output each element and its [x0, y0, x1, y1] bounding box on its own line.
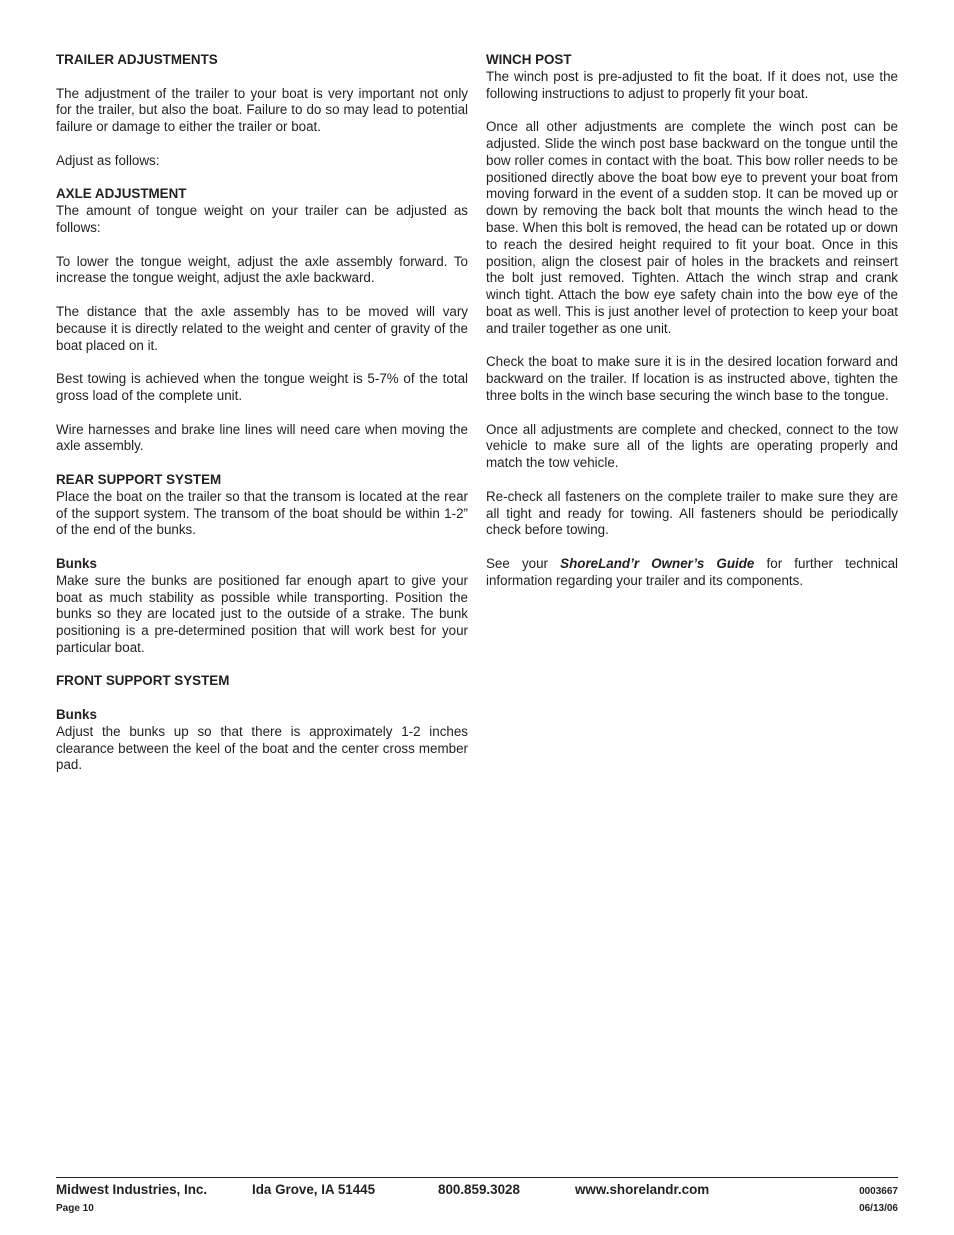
axle-paragraph-5: Wire harnesses and brake line lines will need care when moving the axle assembly. [56, 421, 468, 454]
winch-paragraph-3: Check the boat to make sure it is in the desired location forward and backward on the trailer. If location is as instructed above, tighten the three bolts in the winch base securing the winch base to the tongue. [486, 354, 898, 403]
footer-divider [56, 1177, 898, 1178]
footer-date: 06/13/06 [859, 1203, 898, 1214]
footer-company: Midwest Industries, Inc. [56, 1182, 208, 1197]
owners-guide-paragraph [486, 556, 898, 590]
rear-support-paragraph: Place the boat on the trailer so that the transom is located at the rear of the support system. The transom of the boat should be within 1-2” of the end of the bunks. [56, 488, 468, 538]
left-column [56, 52, 468, 791]
footer-location: Ida Grove, IA 51445 [252, 1182, 376, 1197]
owners-guide-title: ShoreLand’r Owner’s Guide [560, 555, 755, 571]
winch-paragraph-4: Once all adjustments are complete and checked, connect to the tow vehicle to make sure all of the lights are operating properly and match the tow vehicle. [486, 421, 898, 471]
trailer-adjustments-intro: The adjustment of the trailer to your boat is very important not only for the trailer, but also the boat. Failure to do so may lead to potential failure or damage to either the trailer or boat. [56, 85, 468, 135]
front-support-heading: FRONT SUPPORT SYSTEM [56, 673, 230, 689]
axle-adjustment-heading: AXLE ADJUSTMENT [56, 186, 187, 202]
axle-paragraph-1: The amount of tongue weight on your trailer can be adjusted as follows: [56, 203, 468, 235]
guide-post-text: for further technical information regarding your trailer and its components. [486, 555, 898, 588]
front-bunks-paragraph: Adjust the bunks up so that there is approximately 1-2 inches clearance between the keel of the boat and the center cross member pad. [56, 723, 468, 773]
winch-paragraph-5: Re-check all fasteners on the complete trailer to make sure they are all tight and ready for towing. All fasteners should be periodically check before towing. [486, 488, 898, 538]
winch-paragraph-1: The winch post is pre-adjusted to fit the boat. If it does not, use the following instructions to adjust to properly fit your boat. [486, 68, 898, 101]
rear-bunks-paragraph: Make sure the bunks are positioned far enough apart to give your boat as much stability as possible while transporting. Position the bunks so they are located just to the outside of a strake. The bunk positioning is a pre-determined position that will work best for your particular boat. [56, 572, 468, 655]
winch-paragraph-2: Once all other adjustments are complete the winch post can be adjusted. Slide the winch post base backward on the tongue until the bow roller comes in contact with the boat. This bow roller needs to be positioned directly above the boat bow eye to prevent your boat from moving forward in the event of a sudden stop. It can be moved up or down by removing the back bolt that mounts the winch head to the base. When this bolt is removed, the head can be rotated up or down to reach the desired height required to fit your boat. Once in this position, align the closest pair of holes in the brackets and reinsert the bolt just removed. Tighten. Attach the winch strap and crank winch tight. Attach the bow eye safety chain into the bow eye of the boat as well. This is just another level of protection to keep your boat and trailer together as one unit. [486, 119, 898, 336]
axle-paragraph-2: To lower the tongue weight, adjust the axle assembly forward. To increase the tongue weight, adjust the axle backward. [56, 253, 468, 286]
trailer-adjustments-heading: TRAILER ADJUSTMENTS [56, 52, 218, 67]
axle-paragraph-4: Best towing is achieved when the tongue weight is 5-7% of the total gross load of the complete unit. [56, 371, 468, 403]
footer-phone: 800.859.3028 [438, 1182, 520, 1197]
adjust-as-follows: Adjust as follows: [56, 152, 160, 168]
axle-paragraph-3: The distance that the axle assembly has to be moved will vary because it is directly related to the weight and center of gravity of the boat placed on it. [56, 303, 468, 353]
rear-bunks-heading: Bunks [56, 555, 97, 571]
rear-support-heading: REAR SUPPORT SYSTEM [56, 471, 222, 487]
footer-website: www.shorelandr.com [575, 1182, 710, 1197]
front-bunks-heading: Bunks [56, 707, 97, 723]
guide-pre-text: See your [486, 555, 561, 571]
footer-doc-number: 0003667 [859, 1186, 898, 1197]
winch-post-heading: WINCH POST [486, 52, 572, 67]
right-column [486, 52, 898, 606]
footer-page-number: Page 10 [56, 1203, 94, 1214]
